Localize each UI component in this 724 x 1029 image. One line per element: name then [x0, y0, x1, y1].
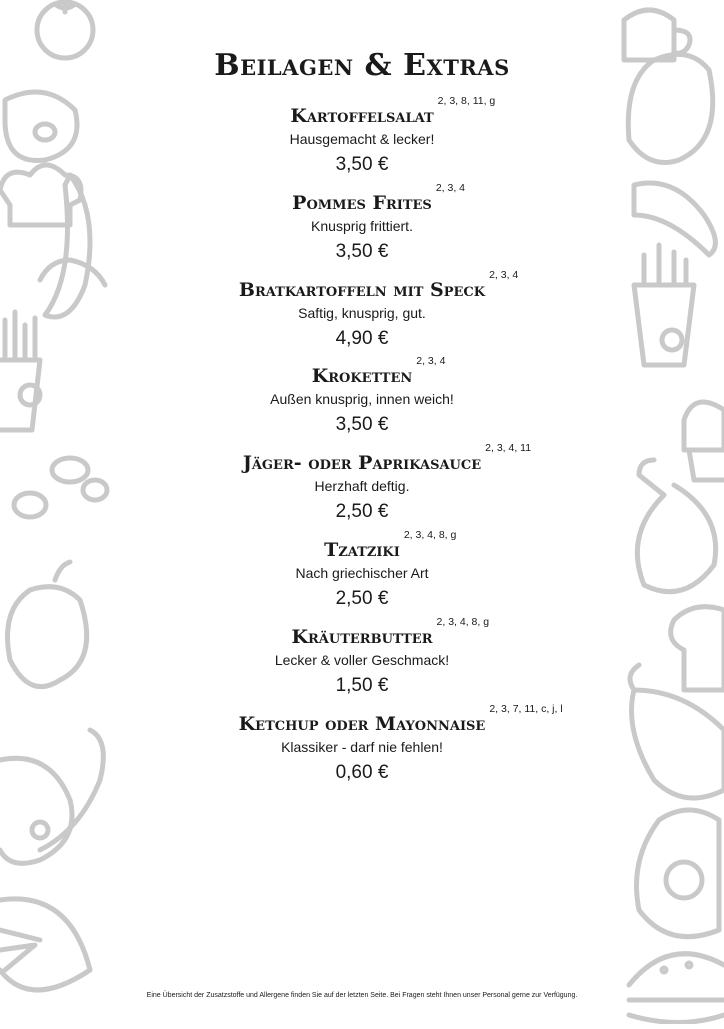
item-name-text: Bratkartoffeln mit Speck	[238, 278, 486, 301]
item-name-text: Kartoffelsalat	[290, 105, 434, 127]
item-name	[238, 702, 563, 736]
item-name-text: Pommes Frites	[292, 191, 432, 214]
item-allergens: 2, 3, 4, 8, g	[403, 528, 457, 541]
item-description: Herzhaft deftig.	[314, 478, 410, 495]
item-name-text: Kroketten	[311, 365, 413, 388]
item-name-text: Jäger- oder Paprikasauce	[242, 452, 482, 475]
item-description: Nach griechischer Art	[295, 564, 429, 581]
item-price: 2,50 €	[335, 501, 389, 523]
sausage-icon	[0, 758, 72, 863]
item-description: Lecker & voller Geschmack!	[274, 651, 450, 668]
item-name	[324, 528, 457, 562]
menu-item	[242, 442, 532, 538]
page-title: Beilagen & Extras	[214, 48, 510, 83]
citrus-slice-icon	[0, 899, 90, 990]
beans-icon	[14, 458, 107, 517]
item-name-text: Tzatziki	[324, 538, 400, 561]
burger-icon	[629, 954, 724, 1023]
menu-item	[295, 528, 457, 625]
fries-icon	[0, 312, 40, 430]
item-name	[292, 181, 466, 215]
steak-icon	[5, 92, 77, 161]
menu-list	[120, 95, 604, 798]
item-allergens: 2, 3, 4, 11	[485, 442, 532, 455]
cupcake-icon	[684, 402, 724, 480]
banana-icon	[634, 183, 715, 255]
item-price: 4,90 €	[335, 327, 389, 349]
footer-note: Eine Übersicht der Zusatzstoffe und Allergene finden Sie auf der letzten Seite. Bei Fragen steht Ihnen unser Personal gerne zur Verfügung.	[146, 992, 578, 999]
bell-pepper-icon	[8, 562, 87, 687]
bread-icon	[671, 607, 724, 690]
item-allergens: 2, 3, 8, 11, g	[437, 95, 496, 107]
item-allergens: 2, 3, 4	[416, 355, 446, 368]
item-name	[238, 268, 519, 302]
item-allergens: 2, 3, 4, 8, g	[436, 615, 490, 628]
item-description: Hausgemacht & lecker!	[289, 131, 435, 147]
item-price: 3,50 €	[335, 240, 389, 262]
menu-item	[274, 615, 490, 712]
item-price: 3,50 €	[335, 414, 389, 436]
item-price: 1,50 €	[335, 674, 389, 696]
item-price: 3,50 €	[335, 154, 389, 175]
fries-icon	[634, 245, 694, 365]
item-price: 0,60 €	[335, 761, 389, 783]
item-name	[291, 615, 490, 649]
item-name	[290, 95, 496, 128]
menu-item	[270, 355, 454, 451]
eggplant-icon	[630, 665, 724, 798]
menu-item	[238, 268, 519, 368]
doodle-border-right	[614, 0, 724, 1024]
item-allergens: 2, 3, 7, 11, c, j, l	[489, 702, 563, 715]
banana-icon	[40, 175, 105, 317]
item-name-text: Ketchup oder Mayonnaise	[238, 712, 486, 735]
item-price: 2,50 €	[335, 587, 389, 609]
item-description: Außen knusprig, innen weich!	[270, 391, 454, 408]
doodle-border-left	[0, 0, 110, 1024]
item-description: Knusprig frittiert.	[311, 217, 413, 234]
menu-item	[292, 181, 466, 278]
menu-item	[238, 702, 563, 799]
avocado-icon	[637, 810, 720, 937]
item-name	[242, 442, 532, 475]
item-name	[311, 355, 446, 388]
item-description: Saftig, knusprig, gut.	[298, 304, 426, 321]
item-allergens: 2, 3, 4	[435, 181, 466, 194]
item-description: Klassiker - darf nie fehlen!	[281, 738, 443, 755]
item-name-text: Kräuterbutter	[291, 625, 433, 648]
item-allergens: 2, 3, 4	[489, 268, 519, 281]
